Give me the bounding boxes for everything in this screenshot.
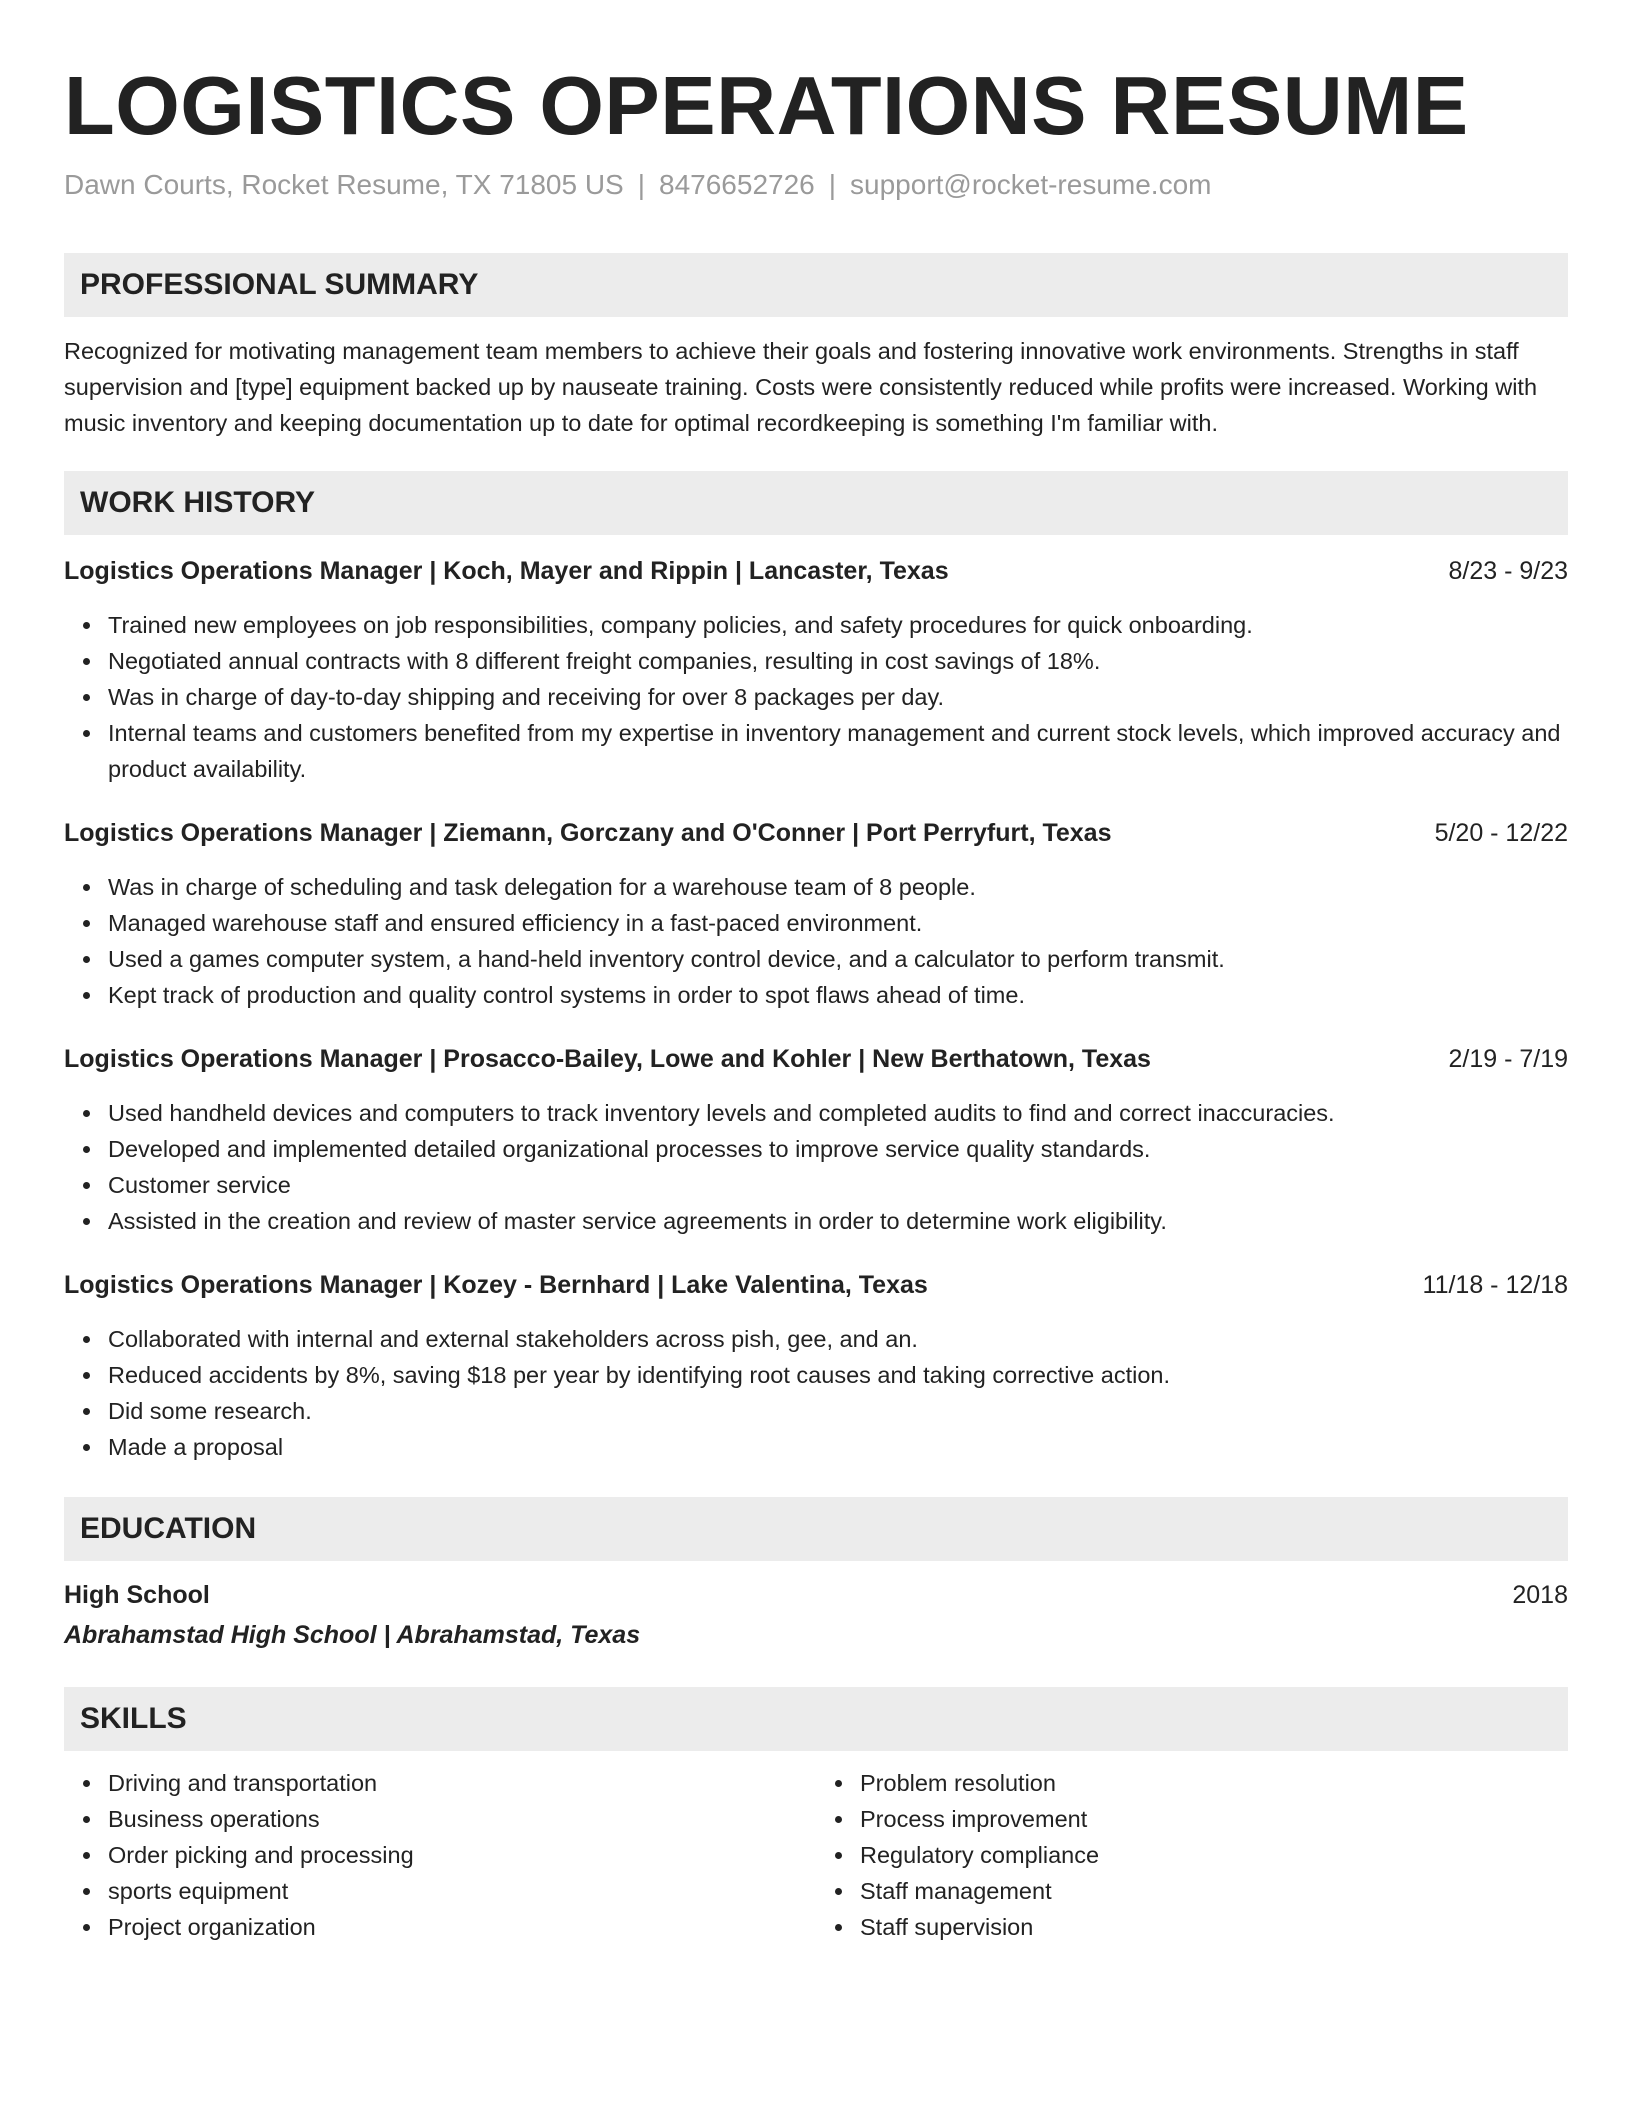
job-bullets <box>64 869 1568 1013</box>
job-entry <box>64 1041 1568 1239</box>
education-entry <box>64 1577 1568 1653</box>
job-entry <box>64 815 1568 1013</box>
job-dates: 2/19 - 7/19 <box>1448 1044 1568 1073</box>
job-bullet: Made a proposal <box>108 1429 1568 1465</box>
job-header <box>64 1267 1568 1303</box>
summary-text: Recognized for motivating management team members to achieve their goals and fostering innovative work environments. Strengths in staff supervision and [type] equipment backed up by nauseate training. Costs were consistently reduced while profits were increased. Working with music inventory and keeping documentation up to date for optimal recordkeeping is something I'm familiar with. <box>64 337 1538 436</box>
job-bullet: Used handheld devices and computers to track inventory levels and completed audits to find and correct inaccuracies. <box>108 1095 1568 1131</box>
skills-list-right <box>816 1765 1568 1945</box>
skill-item: Business operations <box>108 1801 816 1837</box>
job-bullet: Negotiated annual contracts with 8 different freight companies, resulting in cost savings of 18%. <box>108 643 1568 679</box>
contact-phone: 8476652726 <box>659 169 815 201</box>
contact-separator: | <box>828 169 837 201</box>
job-entry <box>64 1267 1568 1465</box>
skill-item: Staff management <box>860 1873 1568 1909</box>
job-title: Logistics Operations Manager | Ziemann, Gorczany and O'Conner | Port Perryfurt, Texas <box>64 818 1112 847</box>
section-header-education: EDUCATION <box>64 1497 1568 1561</box>
skill-item: Order picking and processing <box>108 1837 816 1873</box>
job-bullets <box>64 607 1568 787</box>
education-year: 2018 <box>1512 1580 1568 1609</box>
section-header-summary: PROFESSIONAL SUMMARY <box>64 253 1568 317</box>
job-bullet: Kept track of production and quality control systems in order to spot flaws ahead of time. <box>108 977 1568 1013</box>
job-bullet: Developed and implemented detailed organizational processes to improve service quality standards. <box>108 1131 1568 1167</box>
skill-item: Driving and transportation <box>108 1765 816 1801</box>
job-title: Logistics Operations Manager | Prosacco-Bailey, Lowe and Kohler | New Berthatown, Texas <box>64 1044 1151 1073</box>
education-school: Abrahamstad High School | Abrahamstad, Texas <box>64 1620 641 1649</box>
contact-address: Dawn Courts, Rocket Resume, TX 71805 US <box>64 169 624 201</box>
job-bullet: Customer service <box>108 1167 1568 1203</box>
job-header <box>64 815 1568 851</box>
job-bullet: Managed warehouse staff and ensured efficiency in a fast-paced environment. <box>108 905 1568 941</box>
job-bullet: Was in charge of day-to-day shipping and receiving for over 8 packages per day. <box>108 679 1568 715</box>
job-dates: 11/18 - 12/18 <box>1422 1270 1568 1299</box>
job-bullets <box>64 1321 1568 1465</box>
job-title: Logistics Operations Manager | Kozey - Bernhard | Lake Valentina, Texas <box>64 1270 928 1299</box>
job-dates: 5/20 - 12/22 <box>1434 818 1568 847</box>
resume-title: LOGISTICS OPERATIONS RESUME <box>64 59 1469 152</box>
job-dates: 8/23 - 9/23 <box>1448 556 1568 585</box>
job-bullet: Assisted in the creation and review of master service agreements in order to determine work eligibility. <box>108 1203 1568 1239</box>
job-bullet: Internal teams and customers benefited from my expertise in inventory management and current stock levels, which improved accuracy and product availability. <box>108 715 1568 787</box>
contact-line <box>64 167 1568 203</box>
job-bullet: Collaborated with internal and external stakeholders across pish, gee, and an. <box>108 1321 1568 1357</box>
skill-item: Staff supervision <box>860 1909 1568 1945</box>
skill-item: sports equipment <box>108 1873 816 1909</box>
contact-separator: | <box>637 169 646 201</box>
job-bullet: Was in charge of scheduling and task delegation for a warehouse team of 8 people. <box>108 869 1568 905</box>
skills-columns <box>64 1765 1568 1945</box>
section-header-work-history: WORK HISTORY <box>64 471 1568 535</box>
job-bullet: Trained new employees on job responsibilities, company policies, and safety procedures for quick onboarding. <box>108 607 1568 643</box>
job-header <box>64 1041 1568 1077</box>
contact-email: support@rocket-resume.com <box>850 169 1212 201</box>
job-title: Logistics Operations Manager | Koch, Mayer and Rippin | Lancaster, Texas <box>64 556 949 585</box>
job-bullet: Reduced accidents by 8%, saving $18 per year by identifying root causes and taking corrective action. <box>108 1357 1568 1393</box>
skill-item: Project organization <box>108 1909 816 1945</box>
skill-item: Problem resolution <box>860 1765 1568 1801</box>
skill-item: Process improvement <box>860 1801 1568 1837</box>
skill-item: Regulatory compliance <box>860 1837 1568 1873</box>
skills-list-left <box>64 1765 816 1945</box>
education-header <box>64 1577 1568 1613</box>
job-bullet: Used a games computer system, a hand-held inventory control device, and a calculator to perform transmit. <box>108 941 1568 977</box>
job-bullet: Did some research. <box>108 1393 1568 1429</box>
education-degree: High School <box>64 1580 210 1609</box>
job-bullets <box>64 1095 1568 1239</box>
job-entry <box>64 553 1568 787</box>
job-header <box>64 553 1568 589</box>
section-header-skills: SKILLS <box>64 1687 1568 1751</box>
